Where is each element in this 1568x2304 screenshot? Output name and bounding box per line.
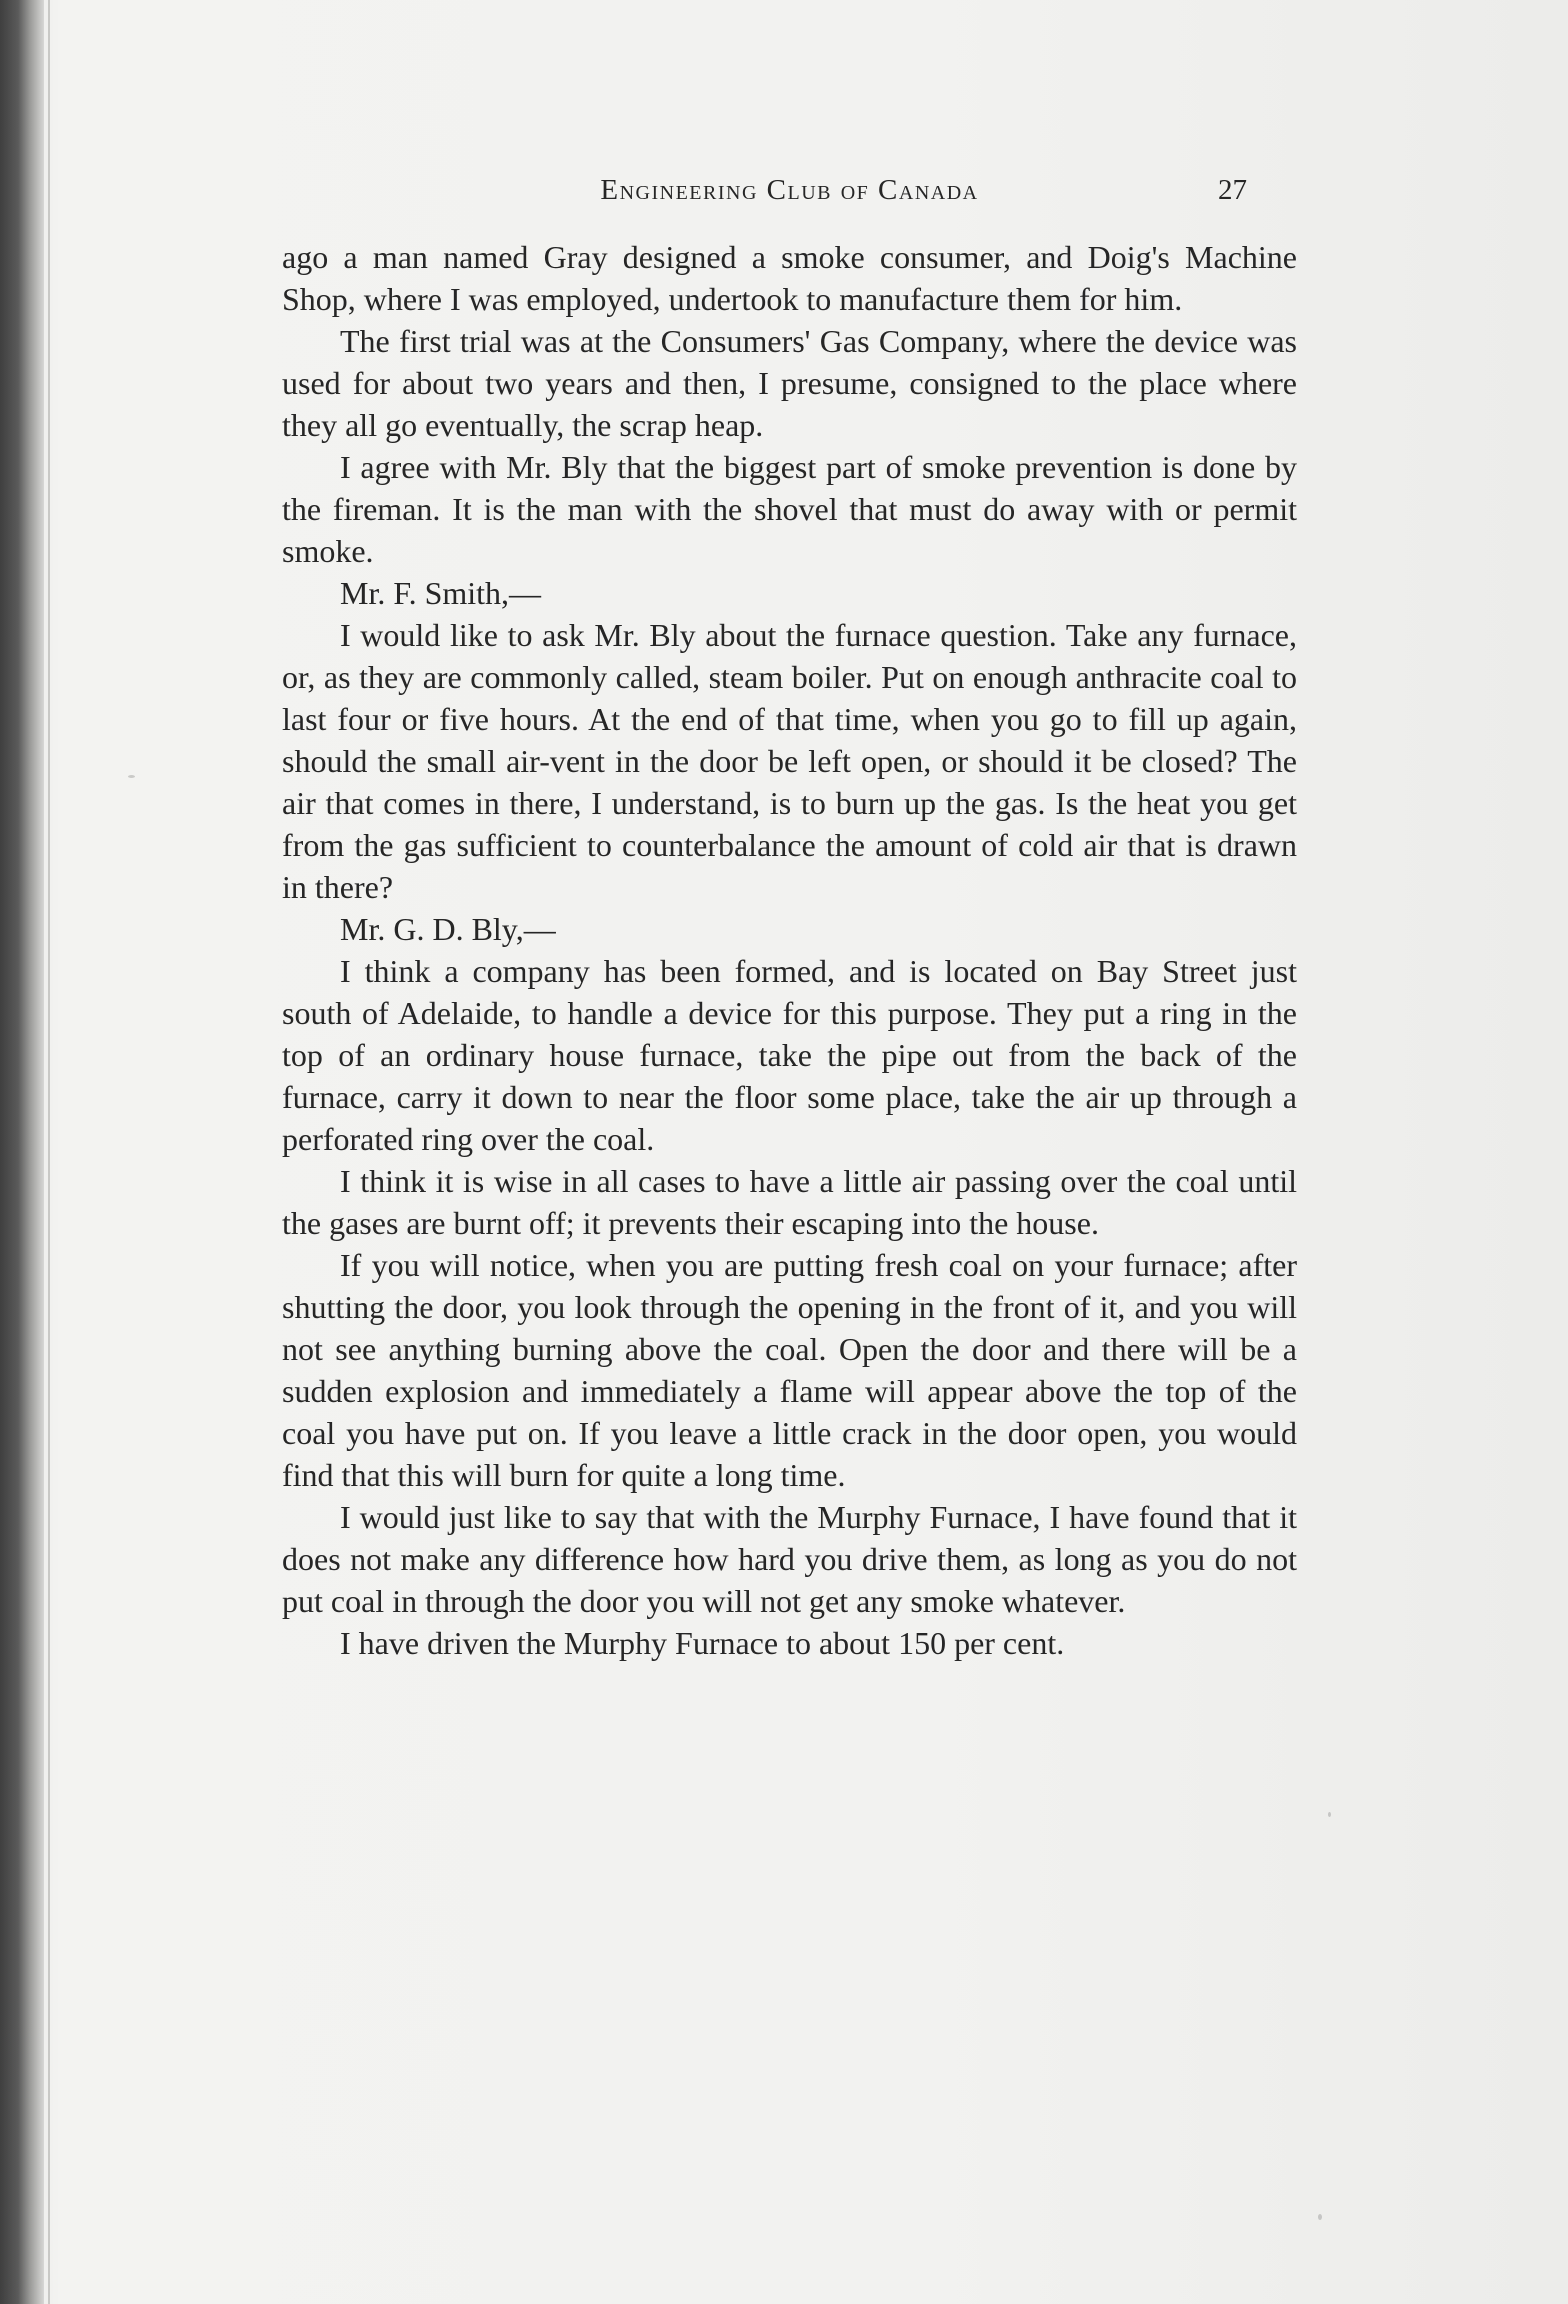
- running-head-title: Engineering Club of Canada: [600, 174, 979, 206]
- paragraph: I would like to ask Mr. Bly about the furnace question. Take any furnace, or, as they are commonly called, steam boiler. Put on enough anthracite coal to last four or five hours. At the end of that time, when you go to fill up again, should the small air-vent in the door be left open, or should it be closed? The air that comes in there, I understand, is to burn up the gas. Is the heat you get from the gas sufficient to counterbalance the amount of cold air that is drawn in there?: [282, 617, 1297, 905]
- paragraph: I think a company has been formed, and is located on Bay Street just south of Adelaide, to handle a device for this purpose. They put a ring in the top of an ordinary house furnace, take the pipe out from the back of the furnace, carry it down to near the floor some place, take the air up through a perforated ring over the coal.: [282, 953, 1297, 1157]
- paragraph: If you will notice, when you are putting fresh coal on your furnace; after shutting the door, you look through the opening in the front of it, and you will not see anything burning above the coal. Open the door and there will be a sudden explosion and immediately a flame will appear above the top of the coal you have put on. If you leave a little crack in the door open, you would find that this will burn for quite a long time.: [282, 1247, 1297, 1493]
- speaker-name-bly: Mr. G. D. Bly,—: [340, 911, 556, 947]
- page-number: 27: [1218, 174, 1247, 206]
- paragraph: I have driven the Murphy Furnace to about 150 per cent.: [340, 1625, 1065, 1661]
- speck-mark: [128, 775, 135, 778]
- book-binding-edge: [0, 0, 44, 2304]
- speck-mark: [1318, 2214, 1322, 2220]
- paragraph: I agree with Mr. Bly that the biggest part of smoke prevention is done by the fireman. It is the man with the shovel that must do away with or permit smoke.: [282, 449, 1297, 569]
- paragraph: I think it is wise in all cases to have a little air passing over the coal until the gases are burnt off; it prevents their escaping into the house.: [282, 1163, 1297, 1241]
- speck-mark: [1328, 1812, 1331, 1817]
- running-head: [282, 170, 1297, 210]
- page-body: [282, 236, 1297, 1664]
- page-gutter-line: [48, 0, 50, 2304]
- speaker-name-smith: Mr. F. Smith,—: [340, 575, 542, 611]
- paragraph: The first trial was at the Consumers' Gas Company, where the device was used for about two years and then, I presume, consigned to the place where they all go eventually, the scrap heap.: [282, 323, 1297, 443]
- paragraph: I would just like to say that with the Murphy Furnace, I have found that it does not make any difference how hard you drive them, as long as you do not put coal in through the door you will not get any smoke whatever.: [282, 1499, 1297, 1619]
- paragraph-continued: ago a man named Gray designed a smoke consumer, and Doig's Machine Shop, where I was employed, undertook to manufacture them for him.: [282, 239, 1297, 317]
